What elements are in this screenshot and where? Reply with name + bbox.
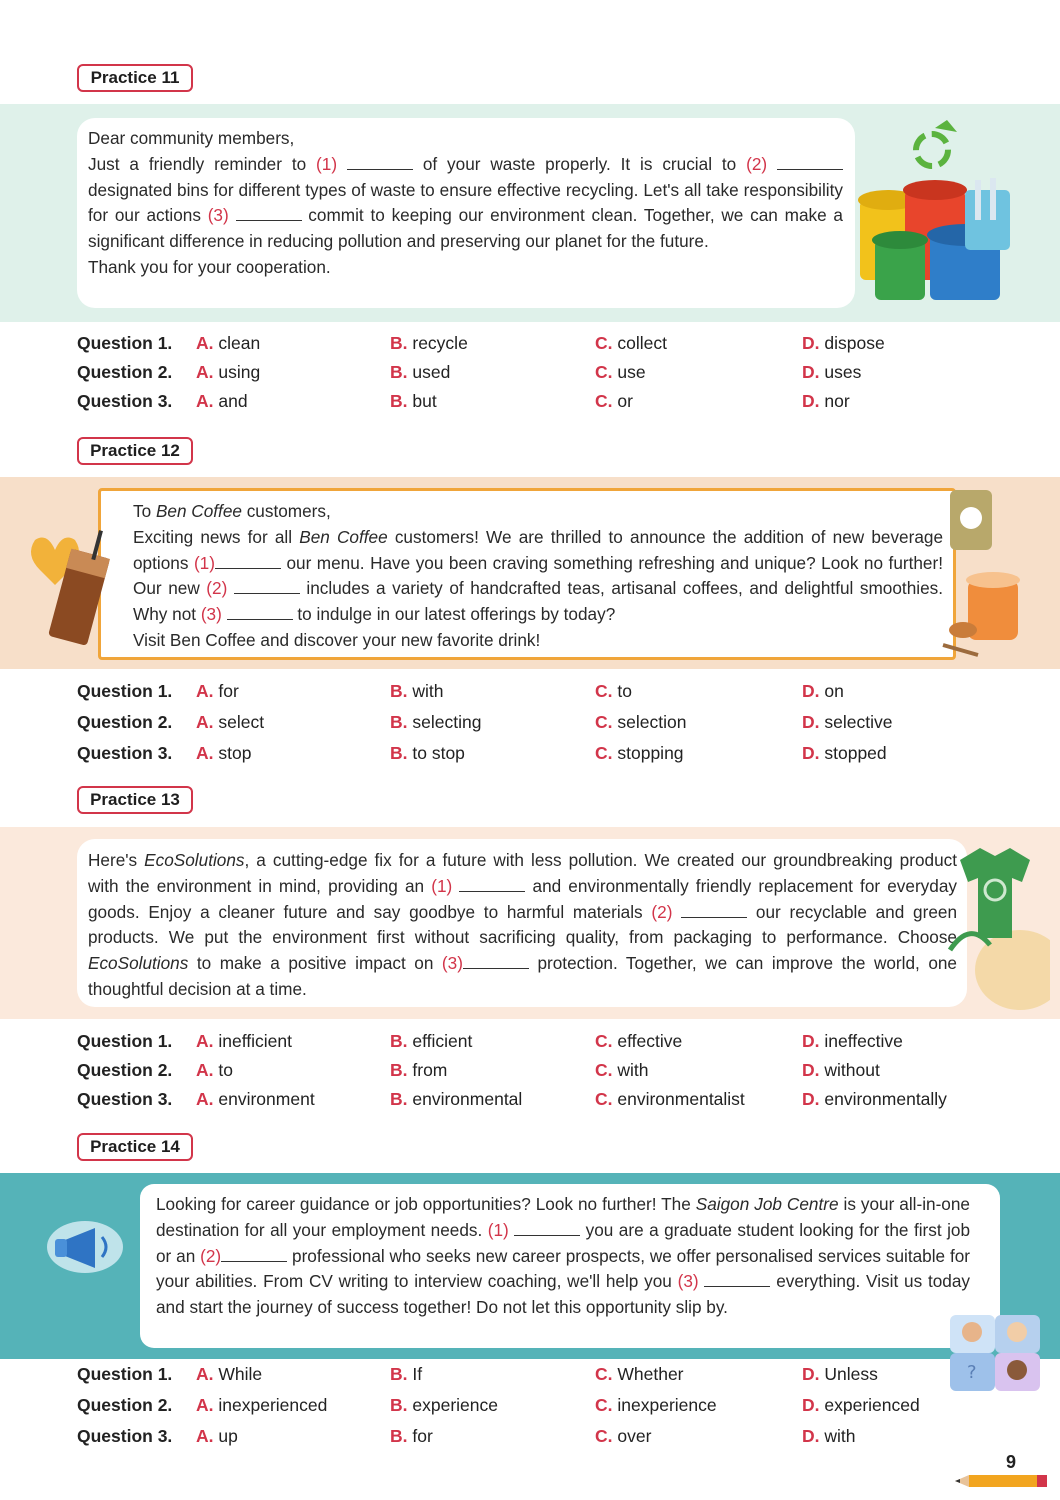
option[interactable]: A. up — [196, 1426, 238, 1446]
question-row: Question 2. — [77, 1060, 173, 1080]
practice-12-title: Practice 12 — [77, 437, 193, 465]
green-tshirt-illustration — [940, 830, 1050, 1010]
option[interactable]: A. environment — [196, 1089, 315, 1109]
option[interactable]: A. inexperienced — [196, 1395, 328, 1415]
question-row: Question 2. — [77, 362, 173, 382]
option[interactable]: A. select — [196, 712, 265, 732]
practice-14-passage: Looking for career guidance or job opportunities? Look no further! The Saigon Job Centre is your all-in-one destination for all your employment needs. (1) you are a graduate student looking for the first job or an (2) professional who seeks new career prospects, we offer personalised services suitable for your abilities. From CV writing to interview coaching, we'll help you (3) everything. Visit us today and start the journey of success together! Do not let this opportunity slip by. — [140, 1184, 1000, 1348]
option[interactable]: D. experienced — [802, 1395, 920, 1415]
people-puzzle-illustration — [945, 1310, 1055, 1395]
option[interactable]: A. to — [196, 1060, 233, 1080]
option[interactable]: C. environmentalist — [595, 1089, 745, 1109]
practice-11-title: Practice 11 — [77, 64, 193, 92]
option[interactable]: A. clean — [196, 333, 261, 353]
question-row: Question 3. — [77, 1089, 173, 1109]
option[interactable]: C. over — [595, 1426, 652, 1446]
option[interactable]: B. efficient — [390, 1031, 473, 1051]
page-number: 9 — [1006, 1452, 1017, 1472]
option[interactable]: B. used — [390, 362, 451, 382]
practice-13-passage: Here's EcoSolutions, a cutting-edge fix for a future with less pollution. We created our groundbreaking product with the environment in mind, providing an (1) and environmentally friendly replacement for everyday goods. Enjoy a cleaner future and say goodbye to harmful materials (2) our recyclable and green products. We put the environment first without sacrificing quality, from packaging to performance. Choose EcoSolutions to make a positive impact on (3) protection. Together, we can improve the world, one thoughtful decision at a time. — [77, 839, 967, 1007]
svg-text:?: ? — [967, 1362, 977, 1383]
option[interactable]: C. stopping — [595, 743, 684, 763]
question-row: Question 3. — [77, 391, 173, 411]
option[interactable]: D. on — [802, 681, 844, 701]
option[interactable]: C. inexperience — [595, 1395, 717, 1415]
megaphone-icon — [40, 1215, 135, 1280]
option[interactable]: C. to — [595, 681, 632, 701]
practice-13-title: Practice 13 — [77, 786, 193, 814]
option[interactable]: B. experience — [390, 1395, 498, 1415]
option[interactable]: A. stop — [196, 743, 252, 763]
option[interactable]: B. recycle — [390, 333, 468, 353]
option[interactable]: D. ineffective — [802, 1031, 903, 1051]
question-row: Question 2. — [77, 712, 173, 732]
question-row: Question 1. — [77, 1364, 173, 1384]
option[interactable]: D. nor — [802, 391, 850, 411]
option[interactable]: D. selective — [802, 712, 893, 732]
option[interactable]: D. without — [802, 1060, 880, 1080]
option[interactable]: D. uses — [802, 362, 862, 382]
question-row: Question 1. — [77, 1031, 173, 1051]
option[interactable]: C. or — [595, 391, 633, 411]
option[interactable]: A. for — [196, 681, 239, 701]
option[interactable]: C. selection — [595, 712, 687, 732]
pencil-icon — [955, 1472, 1050, 1490]
question-row: Question 1. — [77, 681, 173, 701]
option[interactable]: B. with — [390, 681, 444, 701]
recycle-icon — [916, 120, 957, 166]
option[interactable]: A. using — [196, 362, 261, 382]
option[interactable]: C. effective — [595, 1031, 683, 1051]
iced-coffee-illustration — [10, 520, 110, 660]
practice-11-passage: Dear community members, Just a friendly reminder to (1) of your waste properly. It is crucial to (2) designated bins for different types of waste to ensure effective recycling. Let's all take responsibility for our actions (3) commit to keeping our environment clean. Together, we can make a significant difference in reducing pollution and preserving our planet for the future. Thank you for your cooperation. — [77, 118, 855, 308]
option[interactable]: D. dispose — [802, 333, 885, 353]
practice-12-passage: To Ben Coffee customers, Exciting news for all Ben Coffee customers! We are thrilled to announce the addition of new beverage options (1) our menu. Have you been craving something refreshing and unique? Look no further! Our new (2) includes a variety of handcrafted teas, artisanal coffees, and delightful smoothies. Why not (3) to indulge in our latest offerings by today? Visit Ben Coffee and discover your new favorite drink! — [98, 488, 956, 660]
option[interactable]: B. for — [390, 1426, 433, 1446]
option[interactable]: D. environmentally — [802, 1089, 947, 1109]
option[interactable]: D. with — [802, 1426, 856, 1446]
question-row: Question 1. — [77, 333, 173, 353]
option[interactable]: B. but — [390, 391, 437, 411]
option[interactable]: D. stopped — [802, 743, 887, 763]
option[interactable]: B. environmental — [390, 1089, 523, 1109]
question-row: Question 3. — [77, 743, 173, 763]
option[interactable]: C. collect — [595, 333, 667, 353]
practice-14-title: Practice 14 — [77, 1133, 193, 1161]
option[interactable]: C. use — [595, 362, 646, 382]
option[interactable]: B. If — [390, 1364, 423, 1384]
option[interactable]: B. to stop — [390, 743, 465, 763]
option[interactable]: C. Whether — [595, 1364, 684, 1384]
option[interactable]: A. inefficient — [196, 1031, 292, 1051]
question-row: Question 3. — [77, 1426, 173, 1446]
option[interactable]: A. and — [196, 391, 248, 411]
option[interactable]: A. While — [196, 1364, 263, 1384]
option[interactable]: C. with — [595, 1060, 649, 1080]
option[interactable]: B. from — [390, 1060, 448, 1080]
question-row: Question 2. — [77, 1395, 173, 1415]
recycling-bins-illustration — [850, 120, 1050, 320]
smoothie-illustration — [938, 480, 1038, 670]
option[interactable]: D. Unless — [802, 1364, 878, 1384]
option[interactable]: B. selecting — [390, 712, 482, 732]
